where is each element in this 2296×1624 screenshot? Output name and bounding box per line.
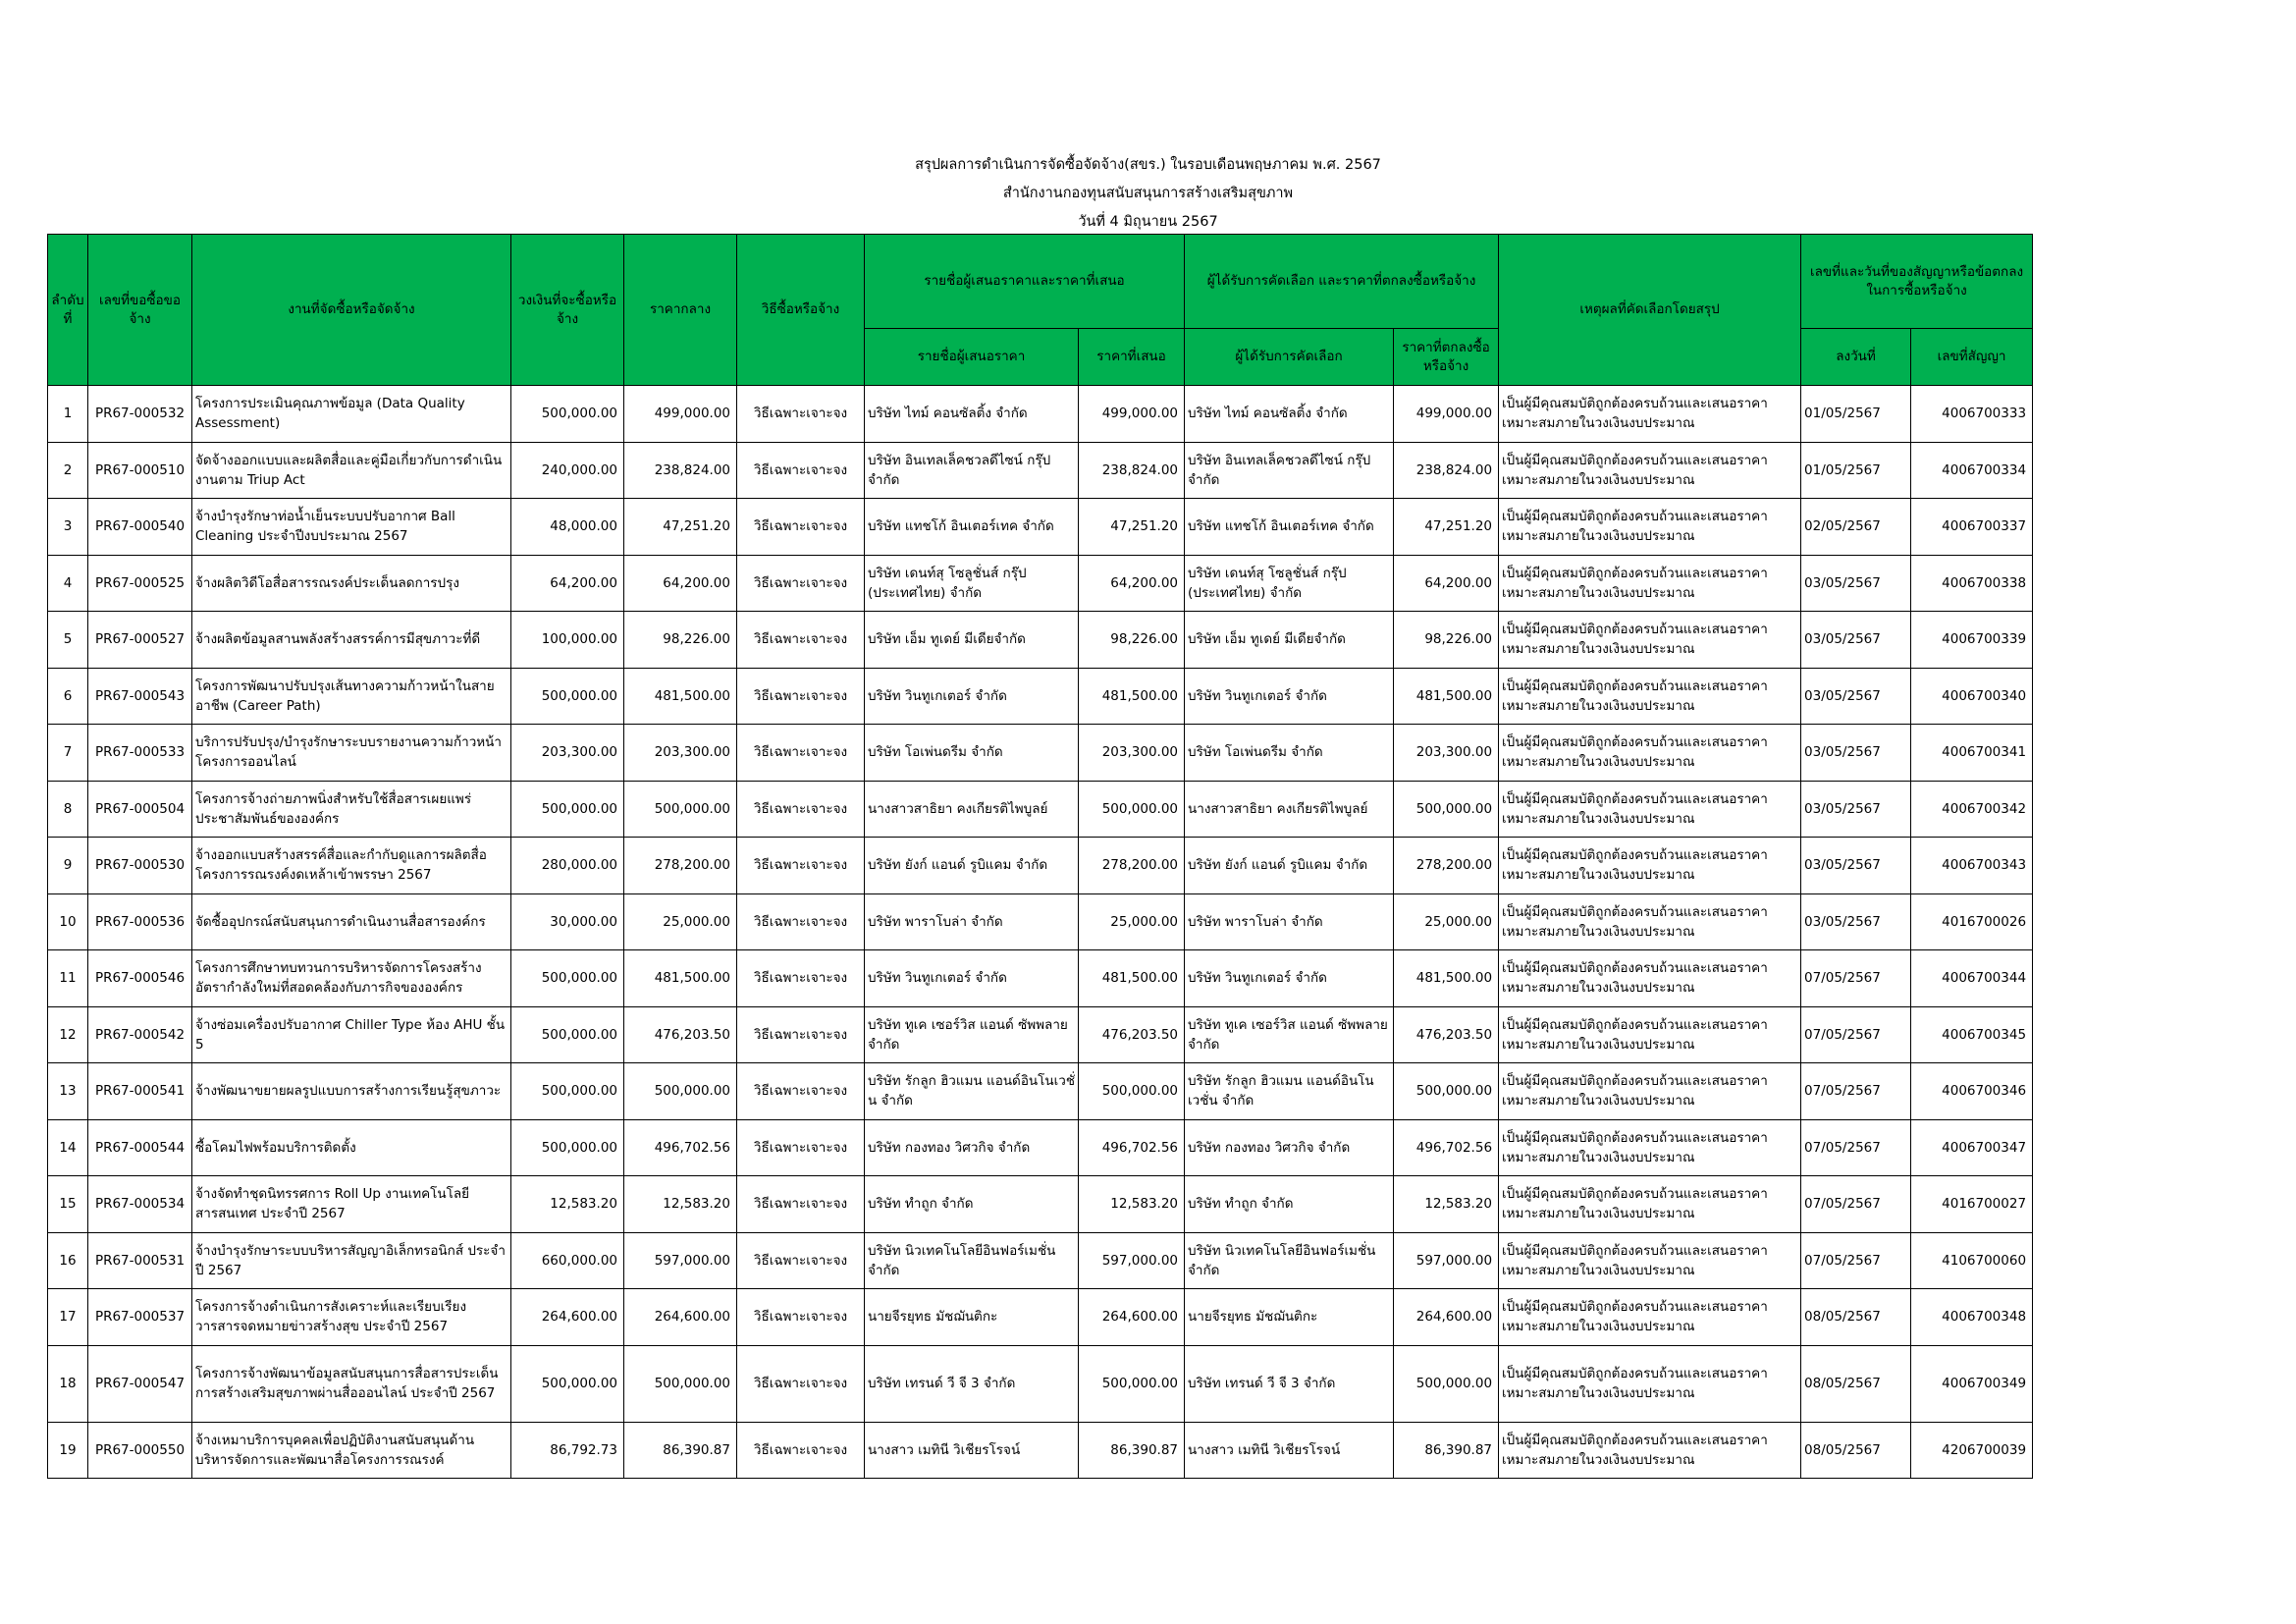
median-price: 98,226.00 [624, 612, 737, 669]
winner-name: บริษัท เทรนด์ วี จี 3 จำกัด [1185, 1345, 1394, 1422]
winner-name: นางสาว เมทินี วิเชียรโรจน์ [1185, 1422, 1394, 1479]
selection-reason: เป็นผู้มีคุณสมบัติถูกต้องครบถ้วนและเสนอราคาเหมาะสมภายในวงเงินงบประมาณ [1499, 612, 1801, 669]
winner-name: บริษัท กองทอง วิศวกิจ จำกัด [1185, 1119, 1394, 1176]
bidder-name: บริษัท เทรนด์ วี จี 3 จำกัด [865, 1345, 1079, 1422]
col-header-job: งานที่จัดซื้อหรือจัดจ้าง [192, 235, 511, 386]
agreed-price: 499,000.00 [1394, 386, 1499, 443]
bid-price: 476,203.50 [1079, 1006, 1185, 1063]
agreed-price: 481,500.00 [1394, 950, 1499, 1007]
pr-number: PR67-000547 [88, 1345, 192, 1422]
bidder-name: บริษัท ยังก์ แอนด์ รูบิแคม จำกัด [865, 838, 1079, 894]
row-number: 5 [48, 612, 88, 669]
pr-number: PR67-000544 [88, 1119, 192, 1176]
contract-date: 07/05/2567 [1801, 950, 1911, 1007]
contract-number: 4006700340 [1911, 668, 2033, 725]
contract-date: 07/05/2567 [1801, 1063, 1911, 1120]
row-number: 13 [48, 1063, 88, 1120]
contract-number: 4006700337 [1911, 499, 2033, 556]
pr-number: PR67-000542 [88, 1006, 192, 1063]
bidder-name: บริษัท แทชโก้ อินเตอร์เทค จำกัด [865, 499, 1079, 556]
col-header-no: ลำดับที่ [48, 235, 88, 386]
row-number: 9 [48, 838, 88, 894]
row-number: 18 [48, 1345, 88, 1422]
contract-date: 03/05/2567 [1801, 612, 1911, 669]
job-description: จ้างพัฒนาขยายผลรูปแบบการสร้างการเรียนรู้สุขภาวะ [192, 1063, 511, 1120]
budget-amount: 280,000.00 [511, 838, 624, 894]
budget-amount: 660,000.00 [511, 1232, 624, 1289]
median-price: 86,390.87 [624, 1422, 737, 1479]
bidder-name: บริษัท รักลูก ฮิวแมน แอนด์อินโนเวชั่น จำกัด [865, 1063, 1079, 1120]
job-description: จ้างจัดทำชุดนิทรรศการ Roll Up งานเทคโนโลยีสารสนเทศ ประจำปี 2567 [192, 1176, 511, 1233]
job-description: โครงการประเมินคุณภาพข้อมูล (Data Quality Assessment) [192, 386, 511, 443]
report-title: สรุปผลการดำเนินการจัดซื้อจัดจ้าง(สขร.) ในรอบเดือนพฤษภาคม พ.ศ. 2567 [915, 157, 1381, 173]
agreed-price: 476,203.50 [1394, 1006, 1499, 1063]
job-description: จ้างบำรุงรักษาระบบบริหารสัญญาอิเล็กทรอนิกส์ ประจำปี 2567 [192, 1232, 511, 1289]
table-row [48, 499, 2033, 556]
winner-name: บริษัท อินเทลเล็คชวลดีไซน์ กรุ๊ป จำกัด [1185, 442, 1394, 499]
pr-number: PR67-000525 [88, 555, 192, 612]
bidder-name: บริษัท เดนท์สุ โซลูชั่นส์ กรุ๊ป (ประเทศไทย) จำกัด [865, 555, 1079, 612]
selection-reason: เป็นผู้มีคุณสมบัติถูกต้องครบถ้วนและเสนอราคาเหมาะสมภายในวงเงินงบประมาณ [1499, 668, 1801, 725]
winner-name: บริษัท ยังก์ แอนด์ รูบิแคม จำกัด [1185, 838, 1394, 894]
row-number: 4 [48, 555, 88, 612]
budget-amount: 264,600.00 [511, 1289, 624, 1346]
median-price: 278,200.00 [624, 838, 737, 894]
contract-date: 03/05/2567 [1801, 725, 1911, 782]
median-price: 499,000.00 [624, 386, 737, 443]
median-price: 500,000.00 [624, 781, 737, 838]
selection-reason: เป็นผู้มีคุณสมบัติถูกต้องครบถ้วนและเสนอราคาเหมาะสมภายในวงเงินงบประมาณ [1499, 893, 1801, 950]
contract-number: 4006700349 [1911, 1345, 2033, 1422]
bidder-name: บริษัท วินทูเกเตอร์ จำกัด [865, 950, 1079, 1007]
contract-number: 4006700343 [1911, 838, 2033, 894]
selection-reason: เป็นผู้มีคุณสมบัติถูกต้องครบถ้วนและเสนอราคาเหมาะสมภายในวงเงินงบประมาณ [1499, 1176, 1801, 1233]
pr-number: PR67-000530 [88, 838, 192, 894]
budget-amount: 500,000.00 [511, 781, 624, 838]
agreed-price: 597,000.00 [1394, 1232, 1499, 1289]
bidder-name: บริษัท ทูเค เซอร์วิส แอนด์ ซัพพลาย จำกัด [865, 1006, 1079, 1063]
job-description: จ้างผลิตข้อมูลสานพลังสร้างสรรค์การมีสุขภาวะที่ดี [192, 612, 511, 669]
bidder-name: บริษัท ไทม์ คอนซัลติ้ง จำกัด [865, 386, 1079, 443]
pr-number: PR67-000540 [88, 499, 192, 556]
procurement-method: วิธีเฉพาะเจาะจง [737, 1345, 865, 1422]
contract-number: 4006700342 [1911, 781, 2033, 838]
contract-number: 4006700339 [1911, 612, 2033, 669]
contract-date: 03/05/2567 [1801, 781, 1911, 838]
procurement-method: วิธีเฉพาะเจาะจง [737, 499, 865, 556]
selection-reason: เป็นผู้มีคุณสมบัติถูกต้องครบถ้วนและเสนอราคาเหมาะสมภายในวงเงินงบประมาณ [1499, 1345, 1801, 1422]
table-row [48, 893, 2033, 950]
contract-date: 07/05/2567 [1801, 1006, 1911, 1063]
median-price: 500,000.00 [624, 1063, 737, 1120]
col-header-bid-price: ราคาที่เสนอ [1079, 329, 1185, 386]
selection-reason: เป็นผู้มีคุณสมบัติถูกต้องครบถ้วนและเสนอราคาเหมาะสมภายในวงเงินงบประมาณ [1499, 1289, 1801, 1346]
agreed-price: 496,702.56 [1394, 1119, 1499, 1176]
bid-price: 496,702.56 [1079, 1119, 1185, 1176]
contract-number: 4006700344 [1911, 950, 2033, 1007]
pr-number: PR67-000532 [88, 386, 192, 443]
bidder-name: นางสาวสาธิยา คงเกียรติไพบูลย์ [865, 781, 1079, 838]
selection-reason: เป็นผู้มีคุณสมบัติถูกต้องครบถ้วนและเสนอราคาเหมาะสมภายในวงเงินงบประมาณ [1499, 1422, 1801, 1479]
contract-number: 4006700341 [1911, 725, 2033, 782]
row-number: 12 [48, 1006, 88, 1063]
bid-price: 86,390.87 [1079, 1422, 1185, 1479]
bid-price: 64,200.00 [1079, 555, 1185, 612]
budget-amount: 100,000.00 [511, 612, 624, 669]
job-description: โครงการจ้างพัฒนาข้อมูลสนับสนุนการสื่อสารประเด็นการสร้างเสริมสุขภาพผ่านสื่อออนไลน์ ประจำปี 2567 [192, 1345, 511, 1422]
bid-price: 203,300.00 [1079, 725, 1185, 782]
median-price: 500,000.00 [624, 1345, 737, 1422]
agreed-price: 278,200.00 [1394, 838, 1499, 894]
table-row [48, 1006, 2033, 1063]
procurement-method: วิธีเฉพาะเจาะจง [737, 555, 865, 612]
winner-name: บริษัท นิวเทคโนโลยีอินฟอร์เมชั่น จำกัด [1185, 1232, 1394, 1289]
table-row [48, 668, 2033, 725]
col-header-winner-group: ผู้ได้รับการคัดเลือก และราคาที่ตกลงซื้อหรือจ้าง [1185, 235, 1499, 329]
table-row [48, 612, 2033, 669]
job-description: จ้างออกแบบสร้างสรรค์สื่อและกำกับดูแลการผลิตสื่อโครงการรณรงค์งดเหล้าเข้าพรรษา 2567 [192, 838, 511, 894]
row-number: 7 [48, 725, 88, 782]
budget-amount: 500,000.00 [511, 1345, 624, 1422]
contract-date: 01/05/2567 [1801, 442, 1911, 499]
procurement-method: วิธีเฉพาะเจาะจง [737, 386, 865, 443]
agreed-price: 86,390.87 [1394, 1422, 1499, 1479]
budget-amount: 500,000.00 [511, 1006, 624, 1063]
row-number: 19 [48, 1422, 88, 1479]
contract-number: 4016700027 [1911, 1176, 2033, 1233]
pr-number: PR67-000536 [88, 893, 192, 950]
procurement-method: วิธีเฉพาะเจาะจง [737, 442, 865, 499]
agreed-price: 12,583.20 [1394, 1176, 1499, 1233]
procurement-method: วิธีเฉพาะเจาะจง [737, 1006, 865, 1063]
col-header-agreed-price: ราคาที่ตกลงซื้อหรือจ้าง [1394, 329, 1499, 386]
budget-amount: 48,000.00 [511, 499, 624, 556]
contract-number: 4006700347 [1911, 1119, 2033, 1176]
winner-name: บริษัท พาราโบล่า จำกัด [1185, 893, 1394, 950]
contract-number: 4206700039 [1911, 1422, 2033, 1479]
col-header-budget: วงเงินที่จะซื้อหรือจ้าง [511, 235, 624, 386]
bid-price: 12,583.20 [1079, 1176, 1185, 1233]
job-description: โครงการจ้างดำเนินการสังเคราะห์และเรียบเรียงวารสารจดหมายข่าวสร้างสุข ประจำปี 2567 [192, 1289, 511, 1346]
procurement-method: วิธีเฉพาะเจาะจง [737, 612, 865, 669]
col-header-reason: เหตุผลที่คัดเลือกโดยสรุป [1499, 235, 1801, 386]
contract-date: 03/05/2567 [1801, 893, 1911, 950]
col-header-winner: ผู้ได้รับการคัดเลือก [1185, 329, 1394, 386]
procurement-method: วิธีเฉพาะเจาะจง [737, 1422, 865, 1479]
bid-price: 500,000.00 [1079, 1063, 1185, 1120]
procurement-table [47, 234, 2033, 1479]
job-description: จ้างบำรุงรักษาท่อน้ำเย็นระบบปรับอากาศ Ball Cleaning ประจำปีงบประมาณ 2567 [192, 499, 511, 556]
median-price: 203,300.00 [624, 725, 737, 782]
col-header-contract-no: เลขที่สัญญา [1911, 329, 2033, 386]
winner-name: บริษัท ทำถูก จำกัด [1185, 1176, 1394, 1233]
agreed-price: 481,500.00 [1394, 668, 1499, 725]
winner-name: บริษัท แทชโก้ อินเตอร์เทค จำกัด [1185, 499, 1394, 556]
row-number: 10 [48, 893, 88, 950]
bid-price: 481,500.00 [1079, 668, 1185, 725]
bid-price: 500,000.00 [1079, 1345, 1185, 1422]
pr-number: PR67-000533 [88, 725, 192, 782]
contract-date: 01/05/2567 [1801, 386, 1911, 443]
pr-number: PR67-000537 [88, 1289, 192, 1346]
selection-reason: เป็นผู้มีคุณสมบัติถูกต้องครบถ้วนและเสนอราคาเหมาะสมภายในวงเงินงบประมาณ [1499, 838, 1801, 894]
row-number: 3 [48, 499, 88, 556]
bid-price: 25,000.00 [1079, 893, 1185, 950]
median-price: 476,203.50 [624, 1006, 737, 1063]
agreed-price: 238,824.00 [1394, 442, 1499, 499]
median-price: 12,583.20 [624, 1176, 737, 1233]
agreed-price: 500,000.00 [1394, 1345, 1499, 1422]
bidder-name: บริษัท กองทอง วิศวกิจ จำกัด [865, 1119, 1079, 1176]
budget-amount: 64,200.00 [511, 555, 624, 612]
winner-name: บริษัท วินทูเกเตอร์ จำกัด [1185, 950, 1394, 1007]
row-number: 1 [48, 386, 88, 443]
budget-amount: 86,792.73 [511, 1422, 624, 1479]
row-number: 15 [48, 1176, 88, 1233]
contract-number: 4006700333 [1911, 386, 2033, 443]
winner-name: นางสาวสาธิยา คงเกียรติไพบูลย์ [1185, 781, 1394, 838]
winner-name: บริษัท ไทม์ คอนซัลติ้ง จำกัด [1185, 386, 1394, 443]
job-description: จัดซื้ออุปกรณ์สนับสนุนการดำเนินงานสื่อสารองค์กร [192, 893, 511, 950]
row-number: 14 [48, 1119, 88, 1176]
table-row [48, 1232, 2033, 1289]
table-row [48, 1119, 2033, 1176]
contract-date: 07/05/2567 [1801, 1176, 1911, 1233]
median-price: 47,251.20 [624, 499, 737, 556]
bidder-name: บริษัท นิวเทคโนโลยีอินฟอร์เมชั่น จำกัด [865, 1232, 1079, 1289]
row-number: 17 [48, 1289, 88, 1346]
pr-number: PR67-000527 [88, 612, 192, 669]
row-number: 8 [48, 781, 88, 838]
selection-reason: เป็นผู้มีคุณสมบัติถูกต้องครบถ้วนและเสนอราคาเหมาะสมภายในวงเงินงบประมาณ [1499, 950, 1801, 1007]
winner-name: บริษัท โอเพ่นดรีม จำกัด [1185, 725, 1394, 782]
procurement-method: วิธีเฉพาะเจาะจง [737, 893, 865, 950]
winner-name: บริษัท เดนท์สุ โซลูชั่นส์ กรุ๊ป (ประเทศไทย) จำกัด [1185, 555, 1394, 612]
contract-date: 03/05/2567 [1801, 668, 1911, 725]
bidder-name: บริษัท ทำถูก จำกัด [865, 1176, 1079, 1233]
procurement-method: วิธีเฉพาะเจาะจง [737, 1176, 865, 1233]
winner-name: บริษัท เอ็ม ทูเดย์ มีเดียจำกัด [1185, 612, 1394, 669]
agreed-price: 264,600.00 [1394, 1289, 1499, 1346]
bid-price: 98,226.00 [1079, 612, 1185, 669]
bidder-name: บริษัท พาราโบล่า จำกัด [865, 893, 1079, 950]
procurement-method: วิธีเฉพาะเจาะจง [737, 668, 865, 725]
agreed-price: 500,000.00 [1394, 1063, 1499, 1120]
median-price: 481,500.00 [624, 668, 737, 725]
job-description: จัดจ้างออกแบบและผลิตสื่อและคู่มือเกี่ยวกับการดำเนินงานตาม Triup Act [192, 442, 511, 499]
selection-reason: เป็นผู้มีคุณสมบัติถูกต้องครบถ้วนและเสนอราคาเหมาะสมภายในวงเงินงบประมาณ [1499, 1063, 1801, 1120]
pr-number: PR67-000541 [88, 1063, 192, 1120]
budget-amount: 203,300.00 [511, 725, 624, 782]
bidder-name: นางสาว เมทินี วิเชียรโรจน์ [865, 1422, 1079, 1479]
table-row [48, 555, 2033, 612]
contract-number: 4006700334 [1911, 442, 2033, 499]
contract-number: 4006700348 [1911, 1289, 2033, 1346]
bid-price: 481,500.00 [1079, 950, 1185, 1007]
table-row [48, 1176, 2033, 1233]
row-number: 11 [48, 950, 88, 1007]
pr-number: PR67-000550 [88, 1422, 192, 1479]
winner-name: บริษัท รักลูก ฮิวแมน แอนด์อินโนเวชั่น จำกัด [1185, 1063, 1394, 1120]
table-body [48, 386, 2033, 1479]
job-description: ซื้อโคมไฟพร้อมบริการติดตั้ง [192, 1119, 511, 1176]
pr-number: PR67-000543 [88, 668, 192, 725]
contract-number: 4106700060 [1911, 1232, 2033, 1289]
budget-amount: 500,000.00 [511, 386, 624, 443]
table-header [48, 235, 2033, 386]
col-header-median: ราคากลาง [624, 235, 737, 386]
col-header-contract-group: เลขที่และวันที่ของสัญญาหรือข้อตกลงในการซื้อหรือจ้าง [1801, 235, 2033, 329]
bid-price: 278,200.00 [1079, 838, 1185, 894]
job-description: จ้างเหมาบริการบุคคลเพื่อปฏิบัติงานสนับสนุนด้านบริหารจัดการและพัฒนาสื่อโครงการรณรงค์ [192, 1422, 511, 1479]
row-number: 2 [48, 442, 88, 499]
procurement-method: วิธีเฉพาะเจาะจง [737, 1232, 865, 1289]
winner-name: นายจีรยุทธ มัชฌันติกะ [1185, 1289, 1394, 1346]
selection-reason: เป็นผู้มีคุณสมบัติถูกต้องครบถ้วนและเสนอราคาเหมาะสมภายในวงเงินงบประมาณ [1499, 1006, 1801, 1063]
job-description: จ้างซ่อมเครื่องปรับอากาศ Chiller Type ห้อง AHU ชั้น 5 [192, 1006, 511, 1063]
bidder-name: บริษัท โอเพ่นดรีม จำกัด [865, 725, 1079, 782]
bid-price: 264,600.00 [1079, 1289, 1185, 1346]
table-row [48, 1422, 2033, 1479]
budget-amount: 30,000.00 [511, 893, 624, 950]
contract-date: 07/05/2567 [1801, 1232, 1911, 1289]
table-row [48, 781, 2033, 838]
contract-date: 07/05/2567 [1801, 1119, 1911, 1176]
table-row [48, 950, 2033, 1007]
report-date: วันที่ 4 มิถุนายน 2567 [1078, 214, 1218, 230]
col-header-method: วิธีซื้อหรือจ้าง [737, 235, 865, 386]
median-price: 238,824.00 [624, 442, 737, 499]
contract-number: 4006700338 [1911, 555, 2033, 612]
agreed-price: 203,300.00 [1394, 725, 1499, 782]
table-row [48, 838, 2033, 894]
bid-price: 238,824.00 [1079, 442, 1185, 499]
pr-number: PR67-000504 [88, 781, 192, 838]
contract-date: 03/05/2567 [1801, 838, 1911, 894]
budget-amount: 12,583.20 [511, 1176, 624, 1233]
table-row [48, 442, 2033, 499]
contract-number: 4006700345 [1911, 1006, 2033, 1063]
selection-reason: เป็นผู้มีคุณสมบัติถูกต้องครบถ้วนและเสนอราคาเหมาะสมภายในวงเงินงบประมาณ [1499, 781, 1801, 838]
median-price: 496,702.56 [624, 1119, 737, 1176]
median-price: 25,000.00 [624, 893, 737, 950]
selection-reason: เป็นผู้มีคุณสมบัติถูกต้องครบถ้วนและเสนอราคาเหมาะสมภายในวงเงินงบประมาณ [1499, 725, 1801, 782]
bid-price: 499,000.00 [1079, 386, 1185, 443]
budget-amount: 500,000.00 [511, 1119, 624, 1176]
col-header-pr: เลขที่ขอซื้อขอจ้าง [88, 235, 192, 386]
report-organization: สำนักงานกองทุนสนับสนุนการสร้างเสริมสุขภาพ [1002, 186, 1294, 201]
agreed-price: 64,200.00 [1394, 555, 1499, 612]
col-header-bidders-group: รายชื่อผู้เสนอราคาและราคาที่เสนอ [865, 235, 1185, 329]
bid-price: 47,251.20 [1079, 499, 1185, 556]
contract-number: 4016700026 [1911, 893, 2033, 950]
contract-date: 08/05/2567 [1801, 1289, 1911, 1346]
agreed-price: 500,000.00 [1394, 781, 1499, 838]
winner-name: บริษัท วินทูเกเตอร์ จำกัด [1185, 668, 1394, 725]
procurement-method: วิธีเฉพาะเจาะจง [737, 1063, 865, 1120]
job-description: โครงการจ้างถ่ายภาพนิ่งสำหรับใช้สื่อสารเผยแพร่ประชาสัมพันธ์ขององค์กร [192, 781, 511, 838]
contract-date: 02/05/2567 [1801, 499, 1911, 556]
table-row [48, 1345, 2033, 1422]
selection-reason: เป็นผู้มีคุณสมบัติถูกต้องครบถ้วนและเสนอราคาเหมาะสมภายในวงเงินงบประมาณ [1499, 499, 1801, 556]
job-description: โครงการพัฒนาปรับปรุงเส้นทางความก้าวหน้าในสายอาชีพ (Career Path) [192, 668, 511, 725]
budget-amount: 500,000.00 [511, 668, 624, 725]
median-price: 64,200.00 [624, 555, 737, 612]
pr-number: PR67-000531 [88, 1232, 192, 1289]
row-number: 6 [48, 668, 88, 725]
budget-amount: 240,000.00 [511, 442, 624, 499]
selection-reason: เป็นผู้มีคุณสมบัติถูกต้องครบถ้วนและเสนอราคาเหมาะสมภายในวงเงินงบประมาณ [1499, 555, 1801, 612]
selection-reason: เป็นผู้มีคุณสมบัติถูกต้องครบถ้วนและเสนอราคาเหมาะสมภายในวงเงินงบประมาณ [1499, 442, 1801, 499]
job-description: โครงการศึกษาทบทวนการบริหารจัดการโครงสร้างอัตรากำลังใหม่ที่สอดคล้องกับภารกิจขององค์กร [192, 950, 511, 1007]
bidder-name: นายจีรยุทธ มัชฌันติกะ [865, 1289, 1079, 1346]
budget-amount: 500,000.00 [511, 950, 624, 1007]
contract-date: 03/05/2567 [1801, 555, 1911, 612]
bidder-name: บริษัท เอ็ม ทูเดย์ มีเดียจำกัด [865, 612, 1079, 669]
table-row [48, 725, 2033, 782]
table-row [48, 1289, 2033, 1346]
row-number: 16 [48, 1232, 88, 1289]
contract-date: 08/05/2567 [1801, 1422, 1911, 1479]
procurement-method: วิธีเฉพาะเจาะจง [737, 838, 865, 894]
job-description: จ้างผลิตวิดีโอสื่อสารรณรงค์ประเด็นลดการปรุง [192, 555, 511, 612]
median-price: 597,000.00 [624, 1232, 737, 1289]
pr-number: PR67-000534 [88, 1176, 192, 1233]
bid-price: 597,000.00 [1079, 1232, 1185, 1289]
agreed-price: 25,000.00 [1394, 893, 1499, 950]
procurement-method: วิธีเฉพาะเจาะจง [737, 725, 865, 782]
selection-reason: เป็นผู้มีคุณสมบัติถูกต้องครบถ้วนและเสนอราคาเหมาะสมภายในวงเงินงบประมาณ [1499, 386, 1801, 443]
job-description: บริการปรับปรุง/บำรุงรักษาระบบรายงานความก้าวหน้าโครงการออนไลน์ [192, 725, 511, 782]
col-header-bidder: รายชื่อผู้เสนอราคา [865, 329, 1079, 386]
procurement-method: วิธีเฉพาะเจาะจง [737, 1119, 865, 1176]
selection-reason: เป็นผู้มีคุณสมบัติถูกต้องครบถ้วนและเสนอราคาเหมาะสมภายในวงเงินงบประมาณ [1499, 1232, 1801, 1289]
median-price: 264,600.00 [624, 1289, 737, 1346]
procurement-method: วิธีเฉพาะเจาะจง [737, 950, 865, 1007]
contract-number: 4006700346 [1911, 1063, 2033, 1120]
bid-price: 500,000.00 [1079, 781, 1185, 838]
median-price: 481,500.00 [624, 950, 737, 1007]
selection-reason: เป็นผู้มีคุณสมบัติถูกต้องครบถ้วนและเสนอราคาเหมาะสมภายในวงเงินงบประมาณ [1499, 1119, 1801, 1176]
table-row [48, 1063, 2033, 1120]
col-header-date: ลงวันที่ [1801, 329, 1911, 386]
bidder-name: บริษัท วินทูเกเตอร์ จำกัด [865, 668, 1079, 725]
procurement-method: วิธีเฉพาะเจาะจง [737, 781, 865, 838]
agreed-price: 98,226.00 [1394, 612, 1499, 669]
budget-amount: 500,000.00 [511, 1063, 624, 1120]
pr-number: PR67-000510 [88, 442, 192, 499]
bidder-name: บริษัท อินเทลเล็คชวลดีไซน์ กรุ๊ป จำกัด [865, 442, 1079, 499]
procurement-method: วิธีเฉพาะเจาะจง [737, 1289, 865, 1346]
contract-date: 08/05/2567 [1801, 1345, 1911, 1422]
pr-number: PR67-000546 [88, 950, 192, 1007]
table-row [48, 386, 2033, 443]
winner-name: บริษัท ทูเค เซอร์วิส แอนด์ ซัพพลาย จำกัด [1185, 1006, 1394, 1063]
agreed-price: 47,251.20 [1394, 499, 1499, 556]
